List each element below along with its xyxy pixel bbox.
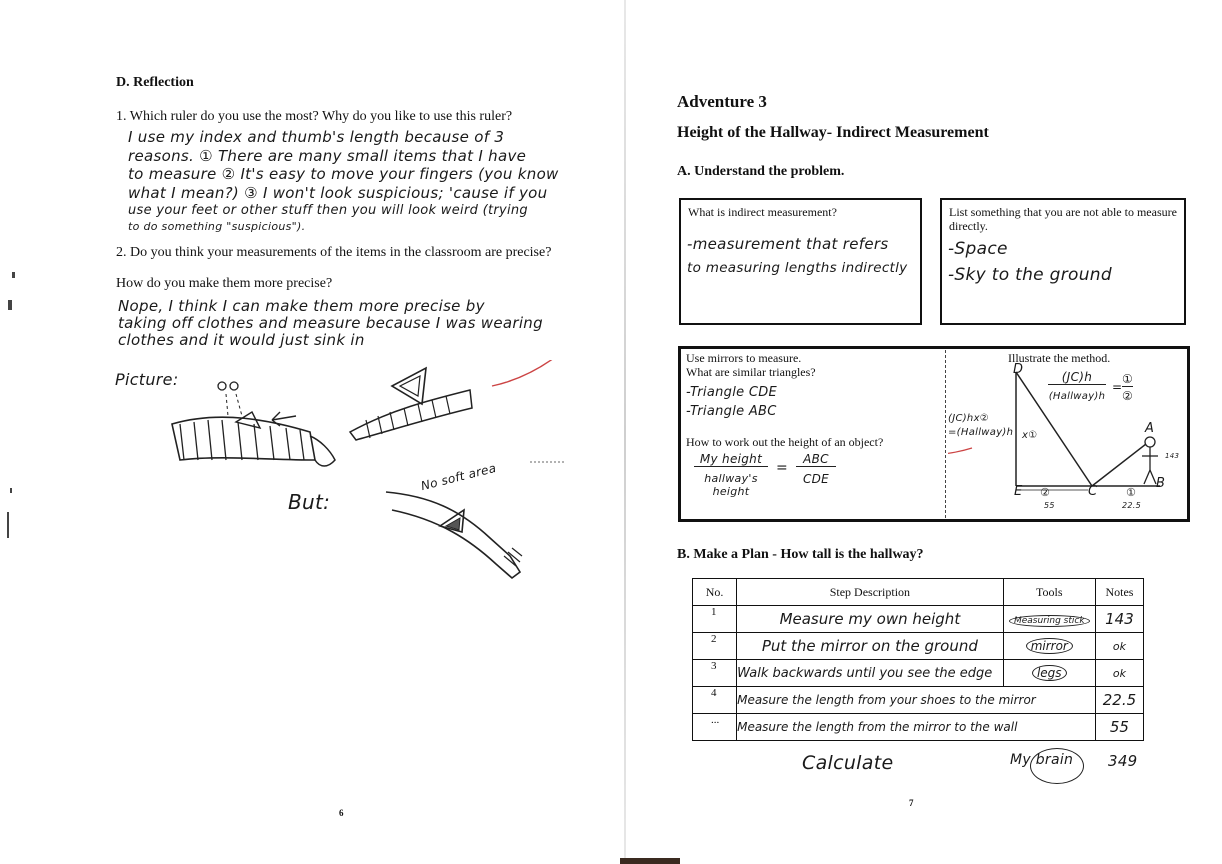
table-row [693, 687, 1144, 714]
ruler-triangle [392, 368, 426, 404]
red-mark [492, 360, 554, 386]
mirror-question-2: What are similar triangles? [686, 365, 816, 379]
adventure-heading: Adventure 3 [677, 92, 767, 111]
page-title: Height of the Hallway- Indirect Measurement [677, 124, 989, 141]
ratio-den: (Hallway)h [1048, 391, 1106, 402]
section-a-title: A. Understand the problem. [677, 164, 845, 179]
answer-2-line: Nope, I think I can make them more precise by [118, 297, 485, 315]
arm-sketches [160, 360, 580, 590]
answer-1 [128, 128, 628, 232]
circ-1-under: ① [1126, 486, 1137, 499]
ratio-circ-2: ② [1122, 389, 1134, 403]
mirror-questions [686, 351, 816, 379]
step-note: 143 [1105, 610, 1134, 628]
col-header-step: Step Description [737, 579, 1004, 606]
row-number: 3 [693, 660, 737, 687]
fingers-sketch [504, 548, 522, 566]
box1-answer-line: to measuring lengths indirectly [687, 260, 908, 276]
final-result-note: 349 [1108, 752, 1138, 770]
height-value: 143 [1165, 452, 1180, 460]
person-head [1145, 437, 1155, 447]
step-note: 22.5 [1102, 691, 1137, 709]
question-1: 1. Which ruler do you use the most? Why do you like to use this ruler? [116, 109, 513, 124]
label-d: D [1013, 362, 1024, 377]
height-question: How to work out the height of an object? [686, 435, 884, 449]
light-ray-up [1092, 444, 1146, 486]
table-row [693, 633, 1144, 660]
section-b-title: B. Make a Plan - How tall is the hallway? [677, 547, 924, 562]
table-row [693, 660, 1144, 687]
ratio-num: (JC)h [1048, 370, 1106, 385]
fraction-den-left: hallway's height [704, 472, 758, 498]
step-note: 55 [1109, 718, 1129, 736]
calculate-note: Calculate [802, 752, 894, 774]
question-2b: How do you make them more precise? [116, 276, 333, 291]
row-number: ... [693, 714, 737, 741]
box2-answer-line: -Space [948, 239, 1008, 259]
length-1-value: 22.5 [1122, 501, 1142, 510]
plan-table [692, 578, 1144, 741]
triangle-line: -Triangle ABC [686, 404, 777, 419]
answer-1-line: what I mean?) ③ I won't look suspicious; 'cause if you [128, 183, 548, 202]
question-2: 2. Do you think your measurements of the items in the classroom are precise? [116, 245, 552, 260]
step-description: Measure the length from the mirror to the wall [737, 719, 1018, 734]
box1-answer-line: -measurement that refers [687, 235, 889, 253]
step-tool: mirror [1026, 638, 1073, 654]
length-2-value: 55 [1044, 501, 1055, 510]
step-tool: legs [1032, 665, 1067, 681]
answer-1-line: I use my index and thumb's length because of 3 [128, 128, 505, 146]
but-label: But: [288, 490, 331, 514]
brain-circle [1030, 748, 1084, 784]
margin-speck [10, 488, 12, 493]
side-note-line: =(Hallway)h [948, 427, 1014, 438]
step-note: ok [1112, 666, 1126, 680]
label-a: A [1145, 421, 1155, 436]
box1-answer [687, 232, 907, 280]
fraction-num-right: ABC [796, 452, 836, 467]
box-divider [945, 350, 946, 518]
page-number-right: 7 [909, 798, 914, 808]
ruler-triangle [236, 412, 260, 428]
side-note-line: (JC)hx② [948, 413, 990, 424]
fraction-den-right: CDE [802, 472, 830, 486]
picture-label: Picture: [115, 370, 179, 389]
sight-line [226, 394, 228, 416]
side-note-x1: x① [1022, 430, 1038, 441]
ratio-eq: = [1112, 380, 1123, 394]
sight-line [236, 394, 242, 416]
fraction-num-left: My height [694, 452, 768, 467]
table-row [693, 714, 1144, 741]
light-ray-down [1016, 372, 1092, 486]
person-leg [1144, 470, 1150, 484]
similar-triangles-answer [686, 383, 777, 421]
ruler-triangle [440, 510, 464, 532]
circ-2-under: ② [1040, 486, 1051, 499]
answer-1-line: use your feet or other stuff then you will look weird (trying [128, 203, 528, 218]
eye-sketch [230, 382, 238, 390]
label-e: E [1014, 484, 1023, 499]
side-calculation [948, 412, 1013, 440]
mirror-diagram [948, 362, 1186, 518]
no-soft-area-note: No soft area [419, 460, 498, 494]
my-brain-text: My brain [1010, 752, 1074, 768]
step-tool: Measuring stick [1009, 615, 1090, 627]
answer-1-line: to measure ② It's easy to move your fingers (you know [128, 165, 559, 183]
step-note: ok [1112, 639, 1126, 653]
box2-answer [948, 236, 1112, 288]
eye-sketch [218, 382, 226, 390]
answer-2-line: clothes and it would just sink in [118, 331, 365, 349]
indirect-measurement-box [679, 198, 922, 325]
box2-question: List something that you are not able to measure directly. [949, 205, 1177, 233]
margin-speck [12, 272, 15, 278]
answer-1-line: to do something "suspicious"). [128, 219, 306, 233]
col-header-tools: Tools [1003, 579, 1095, 606]
row-number: 1 [693, 606, 737, 633]
step-description: Measure the length from your shoes to the mirror [737, 692, 1036, 707]
box1-question: What is indirect measurement? [688, 205, 837, 219]
table-row [693, 606, 1144, 633]
answer-2 [118, 298, 618, 349]
label-b: B [1156, 476, 1166, 491]
mirror-question-1: Use mirrors to measure. [686, 351, 802, 365]
section-title-reflection: D. Reflection [116, 75, 194, 90]
step-description: Put the mirror on the ground [761, 637, 978, 655]
label-c: C [1088, 484, 1098, 499]
step-description: Walk backwards until you see the edge [737, 665, 993, 681]
step-description: Measure my own height [779, 610, 961, 628]
ratio-circ-1: ① [1122, 372, 1134, 386]
answer-1-line: reasons. ① There are many small items that I have [128, 146, 527, 165]
triangle-line: -Triangle CDE [686, 385, 778, 400]
row-number: 4 [693, 687, 737, 714]
illustrate-label: Illustrate the method. [1008, 351, 1111, 365]
margin-speck [8, 300, 12, 310]
binding-edge [620, 858, 680, 864]
table-header-row [693, 579, 1144, 606]
col-header-notes: Notes [1095, 579, 1143, 606]
red-mark [948, 448, 972, 458]
box2-answer-line: -Sky to the ground [948, 265, 1112, 285]
not-measurable-box [940, 198, 1186, 325]
margin-speck [7, 512, 13, 538]
answer-2-line: taking off clothes and measure because I was wearing [118, 314, 543, 332]
fraction-equals: = [776, 460, 789, 476]
page-number-left: 6 [339, 808, 344, 818]
col-header-no: No. [693, 579, 737, 606]
bare-arm-sketch [386, 492, 520, 578]
row-number: 2 [693, 633, 737, 660]
